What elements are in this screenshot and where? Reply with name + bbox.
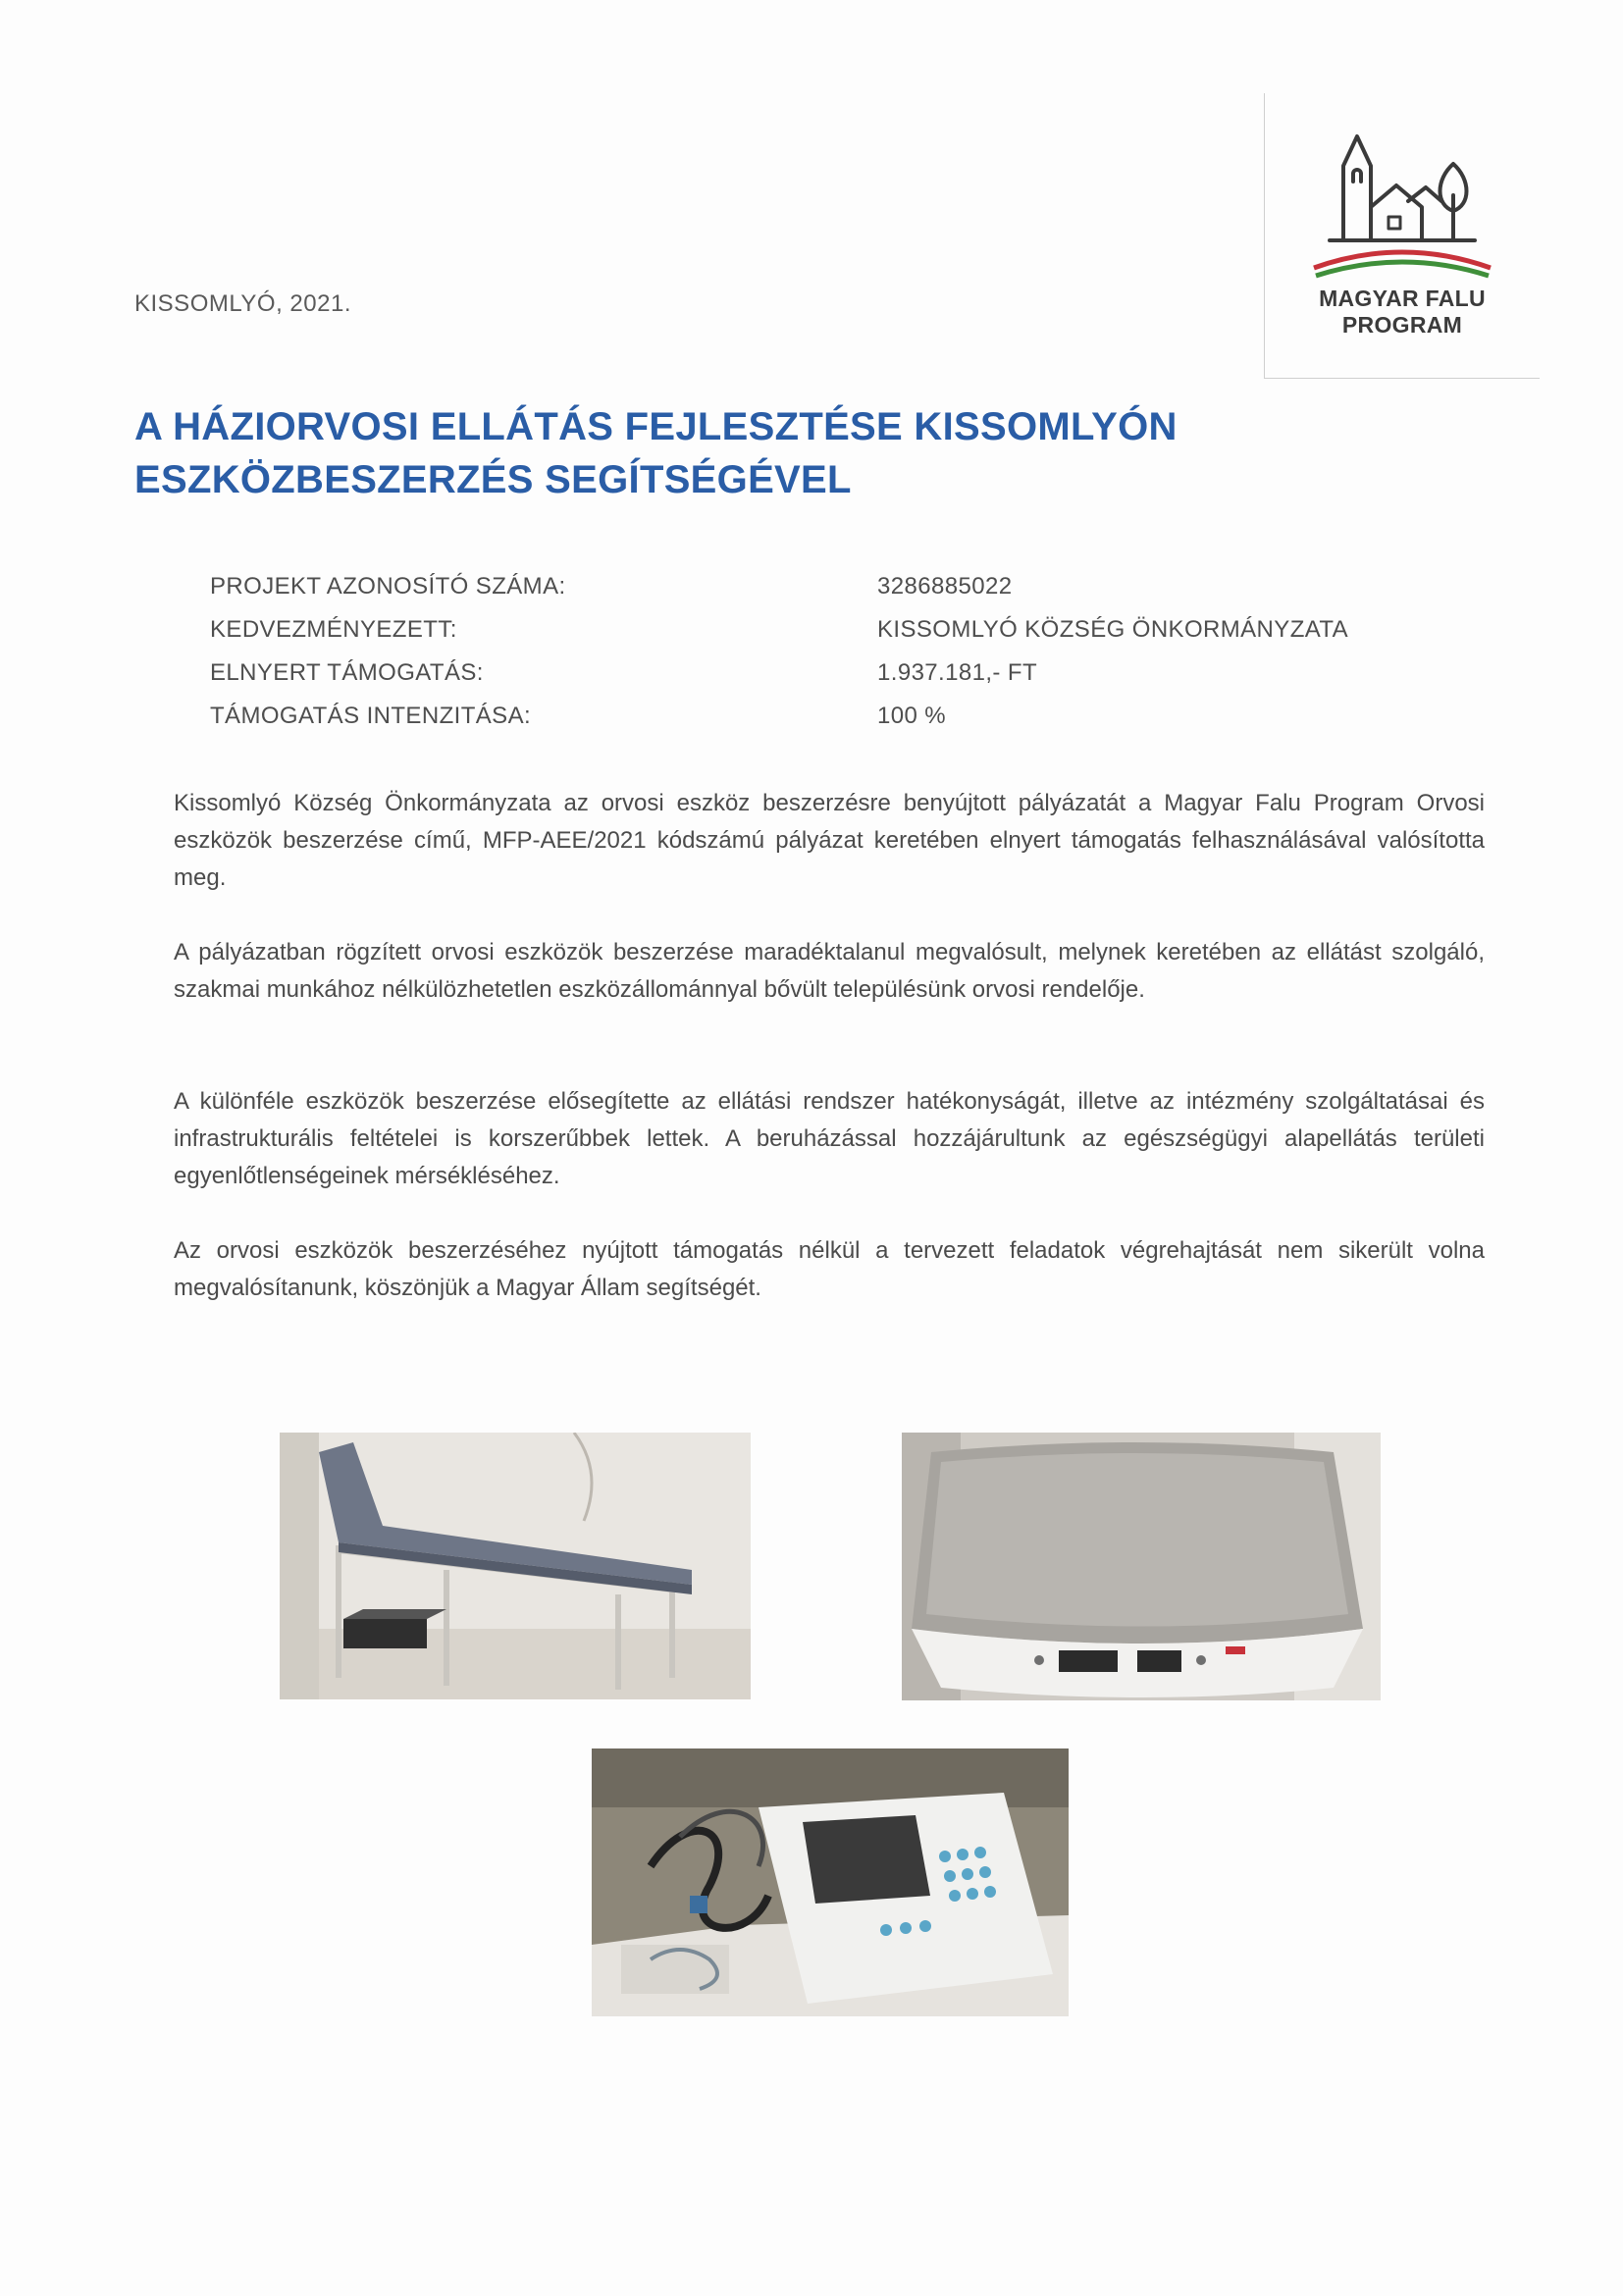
logo-text	[1265, 286, 1540, 339]
project-info-table	[210, 565, 1348, 738]
info-label: PROJEKT AZONOSÍTÓ SZÁMA:	[210, 573, 566, 600]
document-title	[134, 400, 1312, 506]
info-value: KISSOMLYÓ KÖZSÉG ÖNKORMÁNYZATA	[877, 616, 1349, 643]
info-row	[210, 565, 1348, 608]
program-logo	[1264, 93, 1540, 379]
logo-line-2: PROGRAM	[1341, 312, 1463, 338]
paragraph-4: Az orvosi eszközök beszerzéséhez nyújtott támogatás nélkül a tervezett feladatok végrehajtását nem sikerült volna megvalósítanunk, köszönjük a Magyar Állam segítségét.	[174, 1237, 1485, 1301]
info-row	[210, 608, 1348, 652]
ecg-device-photo	[592, 1748, 1069, 2016]
info-value: 3286885022	[877, 573, 1013, 600]
info-value: 1.937.181,- FT	[877, 659, 1038, 686]
baby-scale-photo	[902, 1433, 1381, 1700]
village-church-icon	[1306, 130, 1498, 287]
info-label: TÁMOGATÁS INTENZITÁSA:	[210, 703, 532, 729]
info-value: 100 %	[877, 703, 947, 729]
title-line-2: ESZKÖZBESZERZÉS SEGÍTSÉGÉVEL	[134, 458, 852, 501]
paragraph-3: A különféle eszközök beszerzése elősegítette az ellátási rendszer hatékonyságát, illetve az intézmény szolgáltatásai és infrastrukturális feltételei is korszerűbbek lettek. A beruházással hozzájárultunk az egészségügyi alapellátás területi egyenlőtlenségeinek mérsékléséhez.	[174, 1088, 1485, 1189]
paragraph-1: Kissomlyó Község Önkormányzata az orvosi eszköz beszerzésre benyújtott pályázatát a Magyar Falu Program Orvosi eszközök beszerzése című, MFP-AEE/2021 kódszámú pályázat keretében elnyert támogatás felhasználásával valósította meg.	[174, 790, 1485, 891]
info-row	[210, 695, 1348, 738]
examination-table-photo	[280, 1433, 751, 1699]
info-row	[210, 652, 1348, 695]
logo-line-1: MAGYAR FALU	[1319, 286, 1486, 311]
title-line-1: A HÁZIORVOSI ELLÁTÁS FEJLESZTÉSE KISSOMLYÓN	[134, 405, 1178, 448]
info-label: ELNYERT TÁMOGATÁS:	[210, 659, 484, 686]
paragraph-2: A pályázatban rögzített orvosi eszközök beszerzése maradéktalanul megvalósult, melynek keretében az ellátást szolgáló, szakmai munkához nélkülözhetetlen eszközállománnyal bővült településünk orvosi rendelője.	[174, 939, 1485, 1003]
info-label: KEDVEZMÉNYEZETT:	[210, 616, 457, 643]
date-line: KISSOMLYÓ, 2021.	[134, 290, 351, 317]
